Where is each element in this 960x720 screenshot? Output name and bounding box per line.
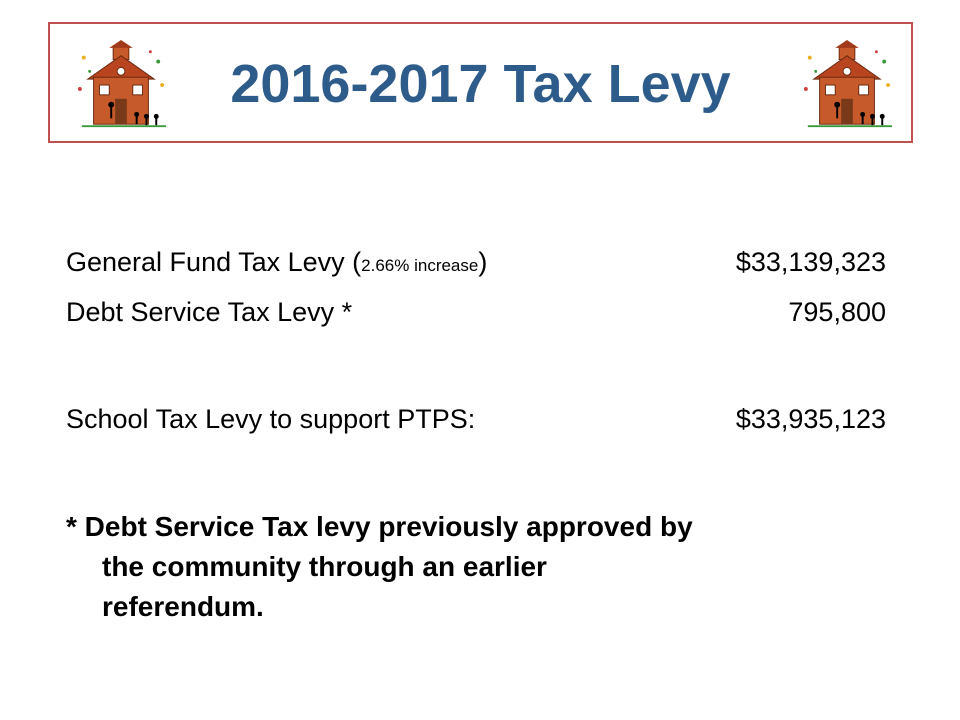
general-fund-row bbox=[66, 245, 487, 283]
general-fund-amount: $33,139,323 bbox=[735, 247, 886, 277]
general-fund-label: General Fund Tax Levy ( bbox=[66, 247, 362, 277]
footnote bbox=[66, 507, 916, 627]
school-levy-amount: $33,935,123 bbox=[735, 404, 886, 434]
footnote-line-3: referendum. bbox=[102, 591, 264, 622]
schoolhouse-icon bbox=[798, 40, 896, 134]
debt-service-label: Debt Service Tax Levy * bbox=[66, 297, 353, 327]
footnote-line-1: * Debt Service Tax levy previously approved by bbox=[66, 511, 693, 542]
footnote-line-2: the community through an earlier bbox=[102, 551, 547, 582]
title-banner bbox=[48, 22, 913, 143]
general-fund-close: ) bbox=[478, 247, 488, 277]
school-levy-label: School Tax Levy to support PTPS: bbox=[66, 404, 476, 434]
debt-service-amount: 795,800 bbox=[788, 297, 886, 327]
page-title: 2016-2017 Tax Levy bbox=[230, 54, 731, 114]
general-fund-percent: 2.66% increase bbox=[361, 256, 479, 275]
